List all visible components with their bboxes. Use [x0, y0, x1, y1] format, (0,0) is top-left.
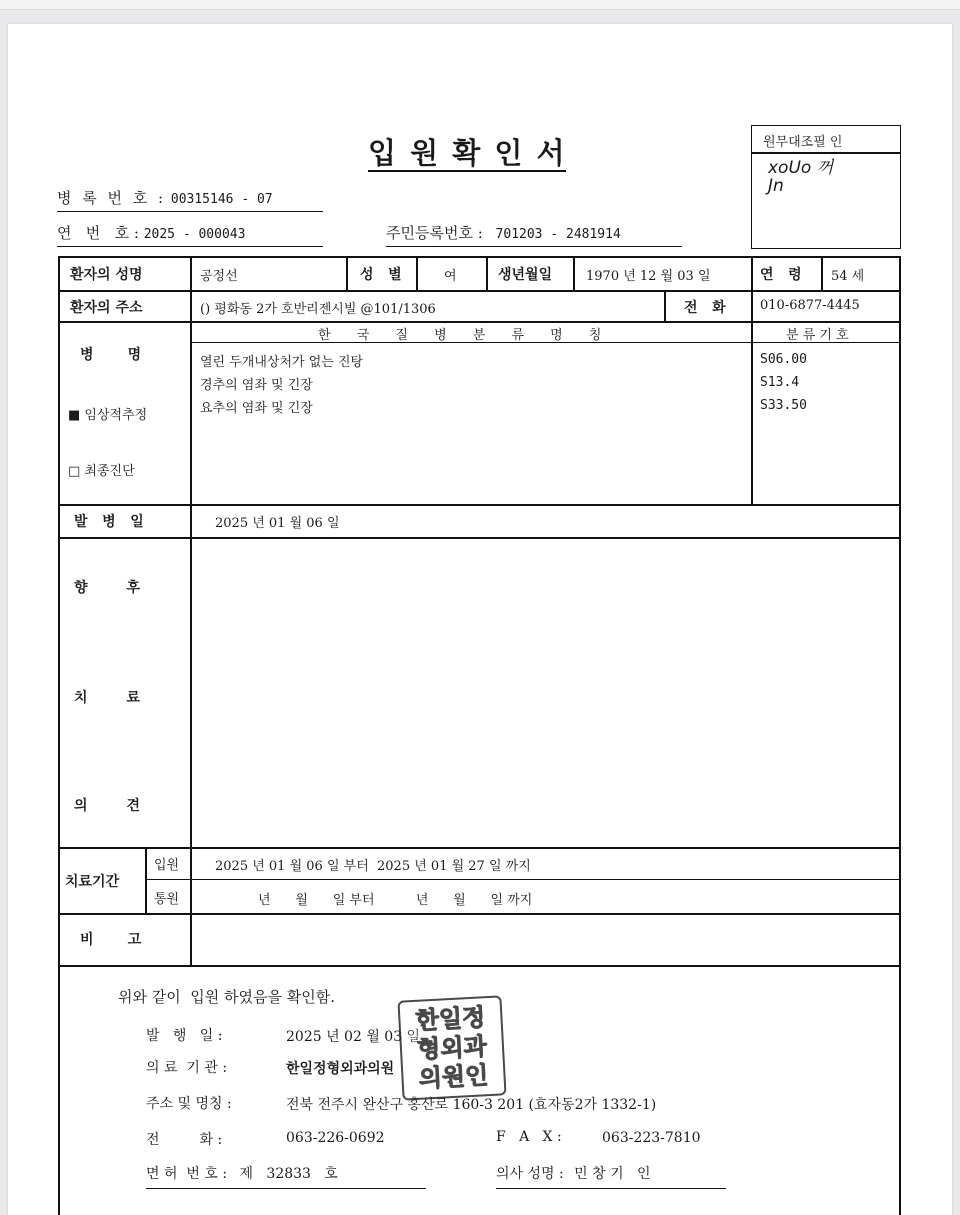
- dob-value: 1970 년 12 월 03 일: [586, 269, 711, 284]
- institution-value: 한일정형외과의원: [286, 1061, 395, 1077]
- record-number-label: 병 록 번 호 :: [57, 189, 167, 207]
- serial-number-row: [57, 222, 323, 247]
- seal-line-1: 한일정: [414, 1002, 486, 1035]
- outpatient-period: 년 월 일 부터 년 월 일 까지: [258, 893, 533, 908]
- patient-name: 공정선: [200, 269, 238, 284]
- age-value: 54 세: [831, 269, 865, 284]
- diagnosis-item-3: 요추의 염좌 및 긴장: [200, 401, 313, 416]
- phone-label: 전 화: [684, 300, 726, 316]
- doctor-label: 의사 성명 :: [496, 1166, 564, 1182]
- doctor-value: 민 창 기 인: [574, 1166, 651, 1182]
- institution-label: 의 료 기 관 :: [146, 1060, 228, 1076]
- fax-value: 063-223-7810: [602, 1130, 701, 1146]
- approval-signature: xoUo 꺼Jn: [768, 158, 834, 196]
- license-value: 제 32833 호: [239, 1166, 338, 1182]
- resident-number-label: 주민등록번호 :: [386, 224, 483, 242]
- final-diagnosis-option: □ 최종진단: [68, 464, 135, 479]
- document-page: [8, 24, 952, 1215]
- address-footer-label: 주소 및 명칭 :: [146, 1096, 232, 1112]
- fax-label: F A X :: [496, 1129, 562, 1145]
- dob-label: 생년월일: [498, 267, 553, 283]
- diagnosis-label: 병 명: [80, 347, 142, 363]
- period-label: 치료기간: [65, 874, 120, 890]
- sex-label: 성 별: [360, 267, 402, 283]
- diagnosis-item-2: 경추의 염좌 및 긴장: [200, 378, 313, 393]
- document-title: 입 원 확 인 서: [368, 136, 567, 170]
- address-footer-value: 전북 전주시 완산구 홍산로 160-3 201 (효자동2가 1332-1): [286, 1097, 657, 1113]
- age-label: 연 령: [760, 267, 802, 283]
- tel-value: 063-226-0692: [286, 1130, 385, 1146]
- top-bar: [0, 0, 960, 10]
- record-number-value: 00315146 - 07: [170, 192, 273, 207]
- phone-value: 010-6877-4445: [760, 298, 860, 313]
- patient-name-label: 환자의 성명: [70, 267, 143, 283]
- outpatient-label: 통원: [154, 892, 180, 907]
- serial-number-value: 2025 - 000043: [143, 227, 246, 242]
- diagnosis-item-1: 열린 두개내상처가 없는 진탕: [200, 355, 364, 370]
- onset-label: 발 병 일: [74, 514, 144, 530]
- license-label: 면 허 번 호 :: [146, 1166, 228, 1182]
- approval-label: 원무대조필 인: [763, 135, 843, 150]
- sex-value: 여: [444, 269, 457, 284]
- code-header: 분 류 기 호: [786, 328, 849, 343]
- remarks-label: 비 고: [80, 932, 142, 948]
- seal-line-3: 의원인: [418, 1060, 489, 1093]
- tel-label: 전 화 :: [146, 1132, 223, 1148]
- diagnosis-code-1: S06.00: [760, 352, 807, 367]
- serial-number-label: 연 번 호 :: [57, 224, 139, 242]
- seal-line-2: 형외과: [416, 1031, 488, 1064]
- onset-value: 2025 년 01 월 06 일: [215, 516, 340, 531]
- inpatient-period: 2025 년 01 월 06 일 부터 2025 년 01 월 27 일 까지: [215, 859, 531, 874]
- resident-number-value: 701203 - 2481914: [495, 227, 621, 242]
- issue-date-value: 2025 년 02 월 03 일: [286, 1029, 421, 1045]
- patient-address: () 평화동 2가 호반리젠시빌 @101/1306: [200, 302, 436, 317]
- confirmation-text: 위와 같이 입원 하였음을 확인함.: [118, 988, 335, 1006]
- license-row: [146, 1163, 426, 1189]
- issue-date-label: 발 행 일 :: [146, 1028, 223, 1044]
- disease-name-header: 한 국 질 병 분 류 명 칭: [318, 328, 613, 343]
- official-seal: [397, 995, 506, 1100]
- address-label: 환자의 주소: [70, 300, 143, 316]
- resident-number-row: [386, 222, 682, 247]
- inpatient-label: 입원: [154, 858, 180, 873]
- clinical-estimate-option: ■ 임상적추정: [68, 408, 148, 423]
- diagnosis-code-3: S33.50: [760, 398, 807, 413]
- record-number-row: [57, 187, 323, 212]
- opinion-label-2: 치 료: [74, 690, 141, 706]
- opinion-label-1: 향 후: [74, 580, 141, 596]
- doctor-row: [496, 1163, 726, 1189]
- diagnosis-code-2: S13.4: [760, 375, 800, 390]
- opinion-label-3: 의 견: [74, 798, 141, 814]
